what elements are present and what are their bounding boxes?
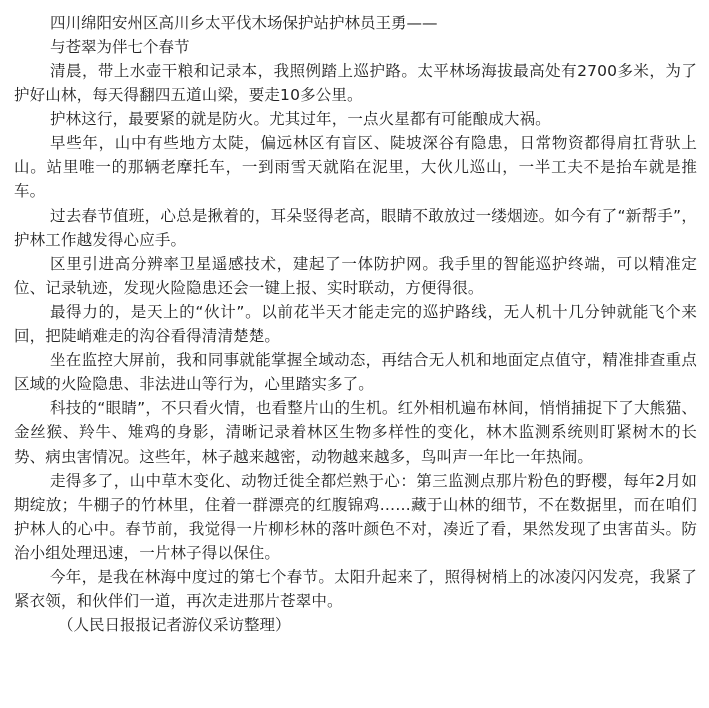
article-byline: （人民日报报记者游仪采访整理） — [58, 616, 291, 635]
paragraph-1: 清晨，带上水壶干粮和记录本，我照例踏上巡护路。太平林场海拔最高处有2700多米，为了护好山林，每天得翻四五道山梁，要走10多公里。 — [14, 62, 697, 105]
paragraph-6: 最得力的，是天上的“伙计”。以前花半天才能走完的巡护路线，无人机十几分钟就能飞个来回，把陡峭难走的沟谷看得清清楚楚。 — [14, 302, 697, 346]
paragraph-5: 区里引进高分辨率卫星遥感技术，建起了一体防护网。我手里的智能巡护终端，可以精准定位、记录轨迹，发现火险隐患还会一键上报、实时联动，方便得很。 — [14, 254, 697, 297]
paragraph-7: 坐在监控大屏前，我和同事就能掌握全域动态，再结合无人机和地面定点值守，精准排查重点区域的火险隐患、非法进山等行为，心里踏实多了。 — [14, 351, 697, 394]
paragraph-4: 过去春节值班，心总是揪着的，耳朵竖得老高，眼睛不敢放过一缕烟迹。如今有了“新帮手”，护林工作越发得心应手。 — [14, 206, 697, 249]
paragraph-8: 科技的“眼睛”，不只看火情，也看整片山的生机。红外相机遍布林间，悄悄捕捉下了大熊猫、金丝猴、羚牛、雉鸡的身影，清晰记录着林区生物多样性的变化，林木监测系统则盯紧树木的长势、病虫害情况。这些年，林子越来越密，动物越来越多，鸟叫声一年比一年热闹。 — [14, 399, 697, 466]
paragraph-3: 早些年，山中有些地方太陡，偏远林区有盲区、陡坡深谷有隐患，日常物资都得肩扛背驮上山。站里唯一的那辆老摩托车，一到雨雪天就陷在泥里，大伙儿巡山，一半工夫不是抬车就是推车。 — [14, 134, 697, 201]
article-heading-line1: 四川绵阳安州区高川乡太平伐木场保护站护林员王勇—— — [50, 14, 438, 32]
article-heading-line2: 与苍翠为伴七个春节 — [50, 38, 190, 56]
paragraph-9: 走得多了，山中草木变化、动物迁徙全都烂熟于心：第三监测点那片粉色的野樱，每年2月如期绽放；牛棚子的竹林里，住着一群漂亮的红腹锦鸡……藏于山林的细节，不在数据里，而在咱们护林人的心中。春节前，我觉得一片柳杉林的落叶颜色不对，凑近了看，果然发现了虫害苗头。防治小组处理迅速，一片林子得以保住。 — [14, 471, 697, 562]
paragraph-10: 今年，是我在林海中度过的第七个春节。太阳升起来了，照得树梢上的冰凌闪闪发亮，我紧了紧衣领，和伙伴们一道，再次走进那片苍翠中。 — [14, 567, 697, 611]
paragraph-2: 护林这行，最要紧的就是防火。尤其过年，一点火星都有可能酿成大祸。 — [50, 110, 551, 129]
